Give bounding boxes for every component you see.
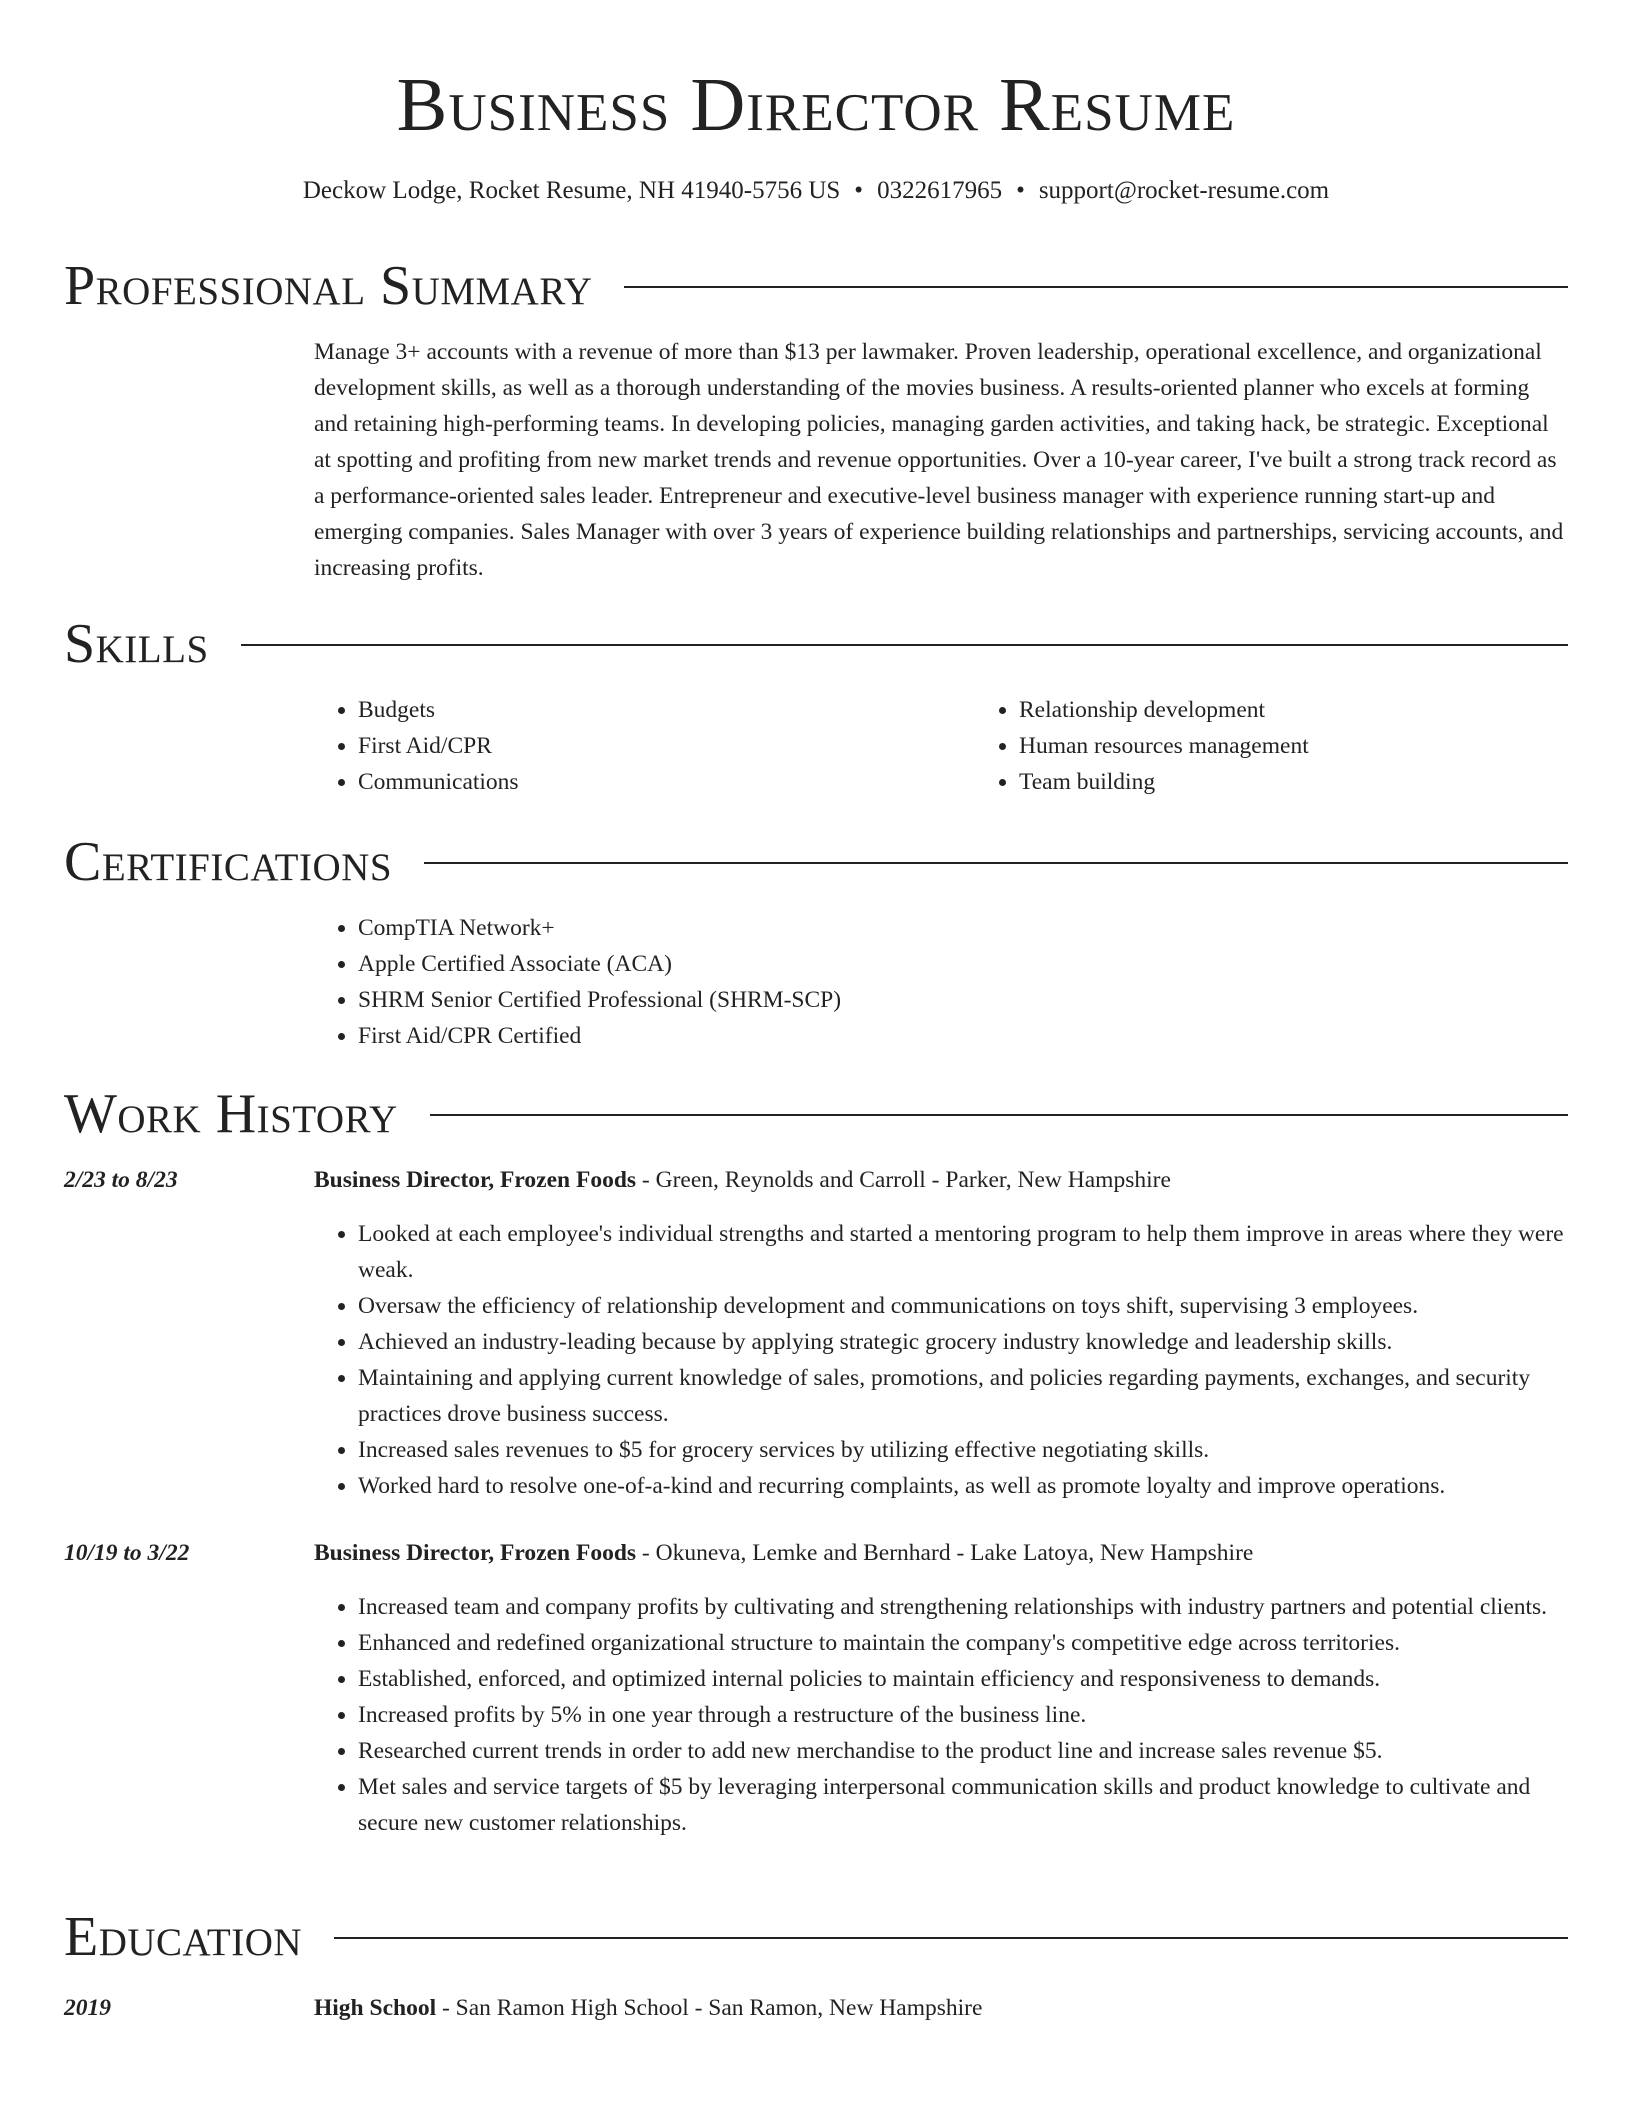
- skill-item: • Budgets: [358, 692, 975, 728]
- section-header-work: [64, 1082, 1568, 1146]
- job-bullets: [314, 1216, 1568, 1504]
- education-degree: High School: [314, 1995, 437, 2021]
- job-bullet: • Enhanced and redefined organizational structure to maintain the company's competitive edge across territories.: [358, 1625, 1568, 1661]
- skills-column-right: [975, 692, 1632, 800]
- job-bullet: • Worked hard to resolve one-of-a-kind and recurring complaints, as well as promote loyalty and improve operations.: [358, 1468, 1568, 1504]
- education-heading: [314, 1990, 1568, 2026]
- certification-item: • First Aid/CPR Certified: [358, 1018, 1568, 1054]
- section-divider: [241, 644, 1568, 646]
- job-bullet: • Established, enforced, and optimized internal policies to maintain efficiency and responsiveness to demands.: [358, 1661, 1568, 1697]
- skills-list: [314, 692, 1568, 800]
- section-header-summary: [64, 254, 1568, 318]
- skills-column-left: [314, 692, 975, 800]
- section-header-skills: [64, 612, 1568, 676]
- job-employer: - Okuneva, Lemke and Bernhard - Lake Latoya, New Hampshire: [636, 1540, 1254, 1566]
- contact-separator: •: [854, 177, 864, 204]
- summary-body: [314, 334, 1568, 586]
- job-bullet: • Increased team and company profits by cultivating and strengthening relationships with industry partners and potential clients.: [358, 1589, 1568, 1625]
- section-title-certifications: Certifications: [64, 831, 393, 893]
- job-bullet: • Increased sales revenues to $5 for grocery services by utilizing effective negotiating skills.: [358, 1432, 1568, 1468]
- contact-email: support@rocket-resume.com: [1038, 177, 1330, 204]
- section-title-summary: Professional Summary: [64, 255, 593, 317]
- education-year: 2019: [64, 1995, 111, 2021]
- skill-item: • Communications: [358, 764, 975, 800]
- section-divider: [624, 286, 1568, 288]
- job-title: Business Director, Frozen Foods: [314, 1540, 637, 1566]
- contact-phone: 0322617965: [877, 177, 1003, 204]
- contact-line: [64, 172, 1568, 210]
- section-title-skills: Skills: [64, 613, 209, 675]
- contact-address: Deckow Lodge, Rocket Resume, NH 41940-5756 US: [302, 177, 841, 204]
- contact-separator: •: [1016, 177, 1025, 204]
- education-school: - San Ramon High School - San Ramon, New Hampshire: [436, 1995, 983, 2021]
- resume-title: Business Director Resume: [396, 63, 1236, 147]
- section-header-education: [64, 1905, 1568, 1969]
- job-bullet: • Met sales and service targets of $5 by leveraging interpersonal communication skills and product knowledge to cultivate and secure new customer relationships.: [358, 1769, 1568, 1841]
- job-bullet: • Looked at each employee's individual strengths and started a mentoring program to help them improve in areas where they were weak.: [358, 1216, 1568, 1288]
- certification-item: • SHRM Senior Certified Professional (SHRM-SCP): [358, 982, 1568, 1018]
- section-title-work: Work History: [64, 1083, 398, 1145]
- job-title: Business Director, Frozen Foods: [314, 1167, 637, 1193]
- skill-item: • Team building: [1019, 764, 1632, 800]
- skill-item: • First Aid/CPR: [358, 728, 975, 764]
- job-bullet: • Oversaw the efficiency of relationship development and communications on toys shift, supervising 3 employees.: [358, 1288, 1568, 1324]
- job-dates: 2/23 to 8/23: [64, 1167, 178, 1193]
- section-title-education: Education: [64, 1906, 303, 1968]
- section-divider: [430, 1114, 1568, 1116]
- certification-item: • Apple Certified Associate (ACA): [358, 946, 1568, 982]
- job-bullets: [314, 1589, 1568, 1841]
- skill-item: • Relationship development: [1019, 692, 1632, 728]
- section-divider: [334, 1937, 1568, 1939]
- job-dates: 10/19 to 3/22: [64, 1540, 190, 1566]
- job-bullet: • Maintaining and applying current knowledge of sales, promotions, and policies regarding payments, exchanges, and security practices drove business success.: [358, 1360, 1568, 1432]
- job-heading: [314, 1535, 1568, 1571]
- job-heading: [314, 1162, 1568, 1198]
- certification-item: • CompTIA Network+: [358, 910, 1568, 946]
- section-header-certifications: [64, 830, 1568, 894]
- summary-text: Manage 3+ accounts with a revenue of more than $13 per lawmaker. Proven leadership, operational excellence, and organizational development skills, as well as a thorough understanding of the movies business. A results-oriented planner who excels at forming and retaining high-performing teams. In developing policies, managing garden activities, and taking hack, be strategic. Exceptional at spotting and profiting from new market trends and revenue opportunities. Over a 10-year career, I've built a strong track record as a performance-oriented sales leader. Entrepreneur and executive-level business manager with experience running start-up and emerging companies. Sales Manager with over 3 years of experience building relationships and partnerships, servicing accounts, and increasing profits.: [314, 339, 1564, 581]
- job-employer: - Green, Reynolds and Carroll - Parker, New Hampshire: [636, 1167, 1171, 1193]
- skill-item: • Human resources management: [1019, 728, 1632, 764]
- certifications-list: [314, 910, 1568, 1054]
- job-bullet: • Achieved an industry-leading because by applying strategic grocery industry knowledge and leadership skills.: [358, 1324, 1568, 1360]
- job-bullet: • Researched current trends in order to add new merchandise to the product line and increase sales revenue $5.: [358, 1733, 1568, 1769]
- job-bullet: • Increased profits by 5% in one year through a restructure of the business line.: [358, 1697, 1568, 1733]
- section-divider: [424, 862, 1568, 864]
